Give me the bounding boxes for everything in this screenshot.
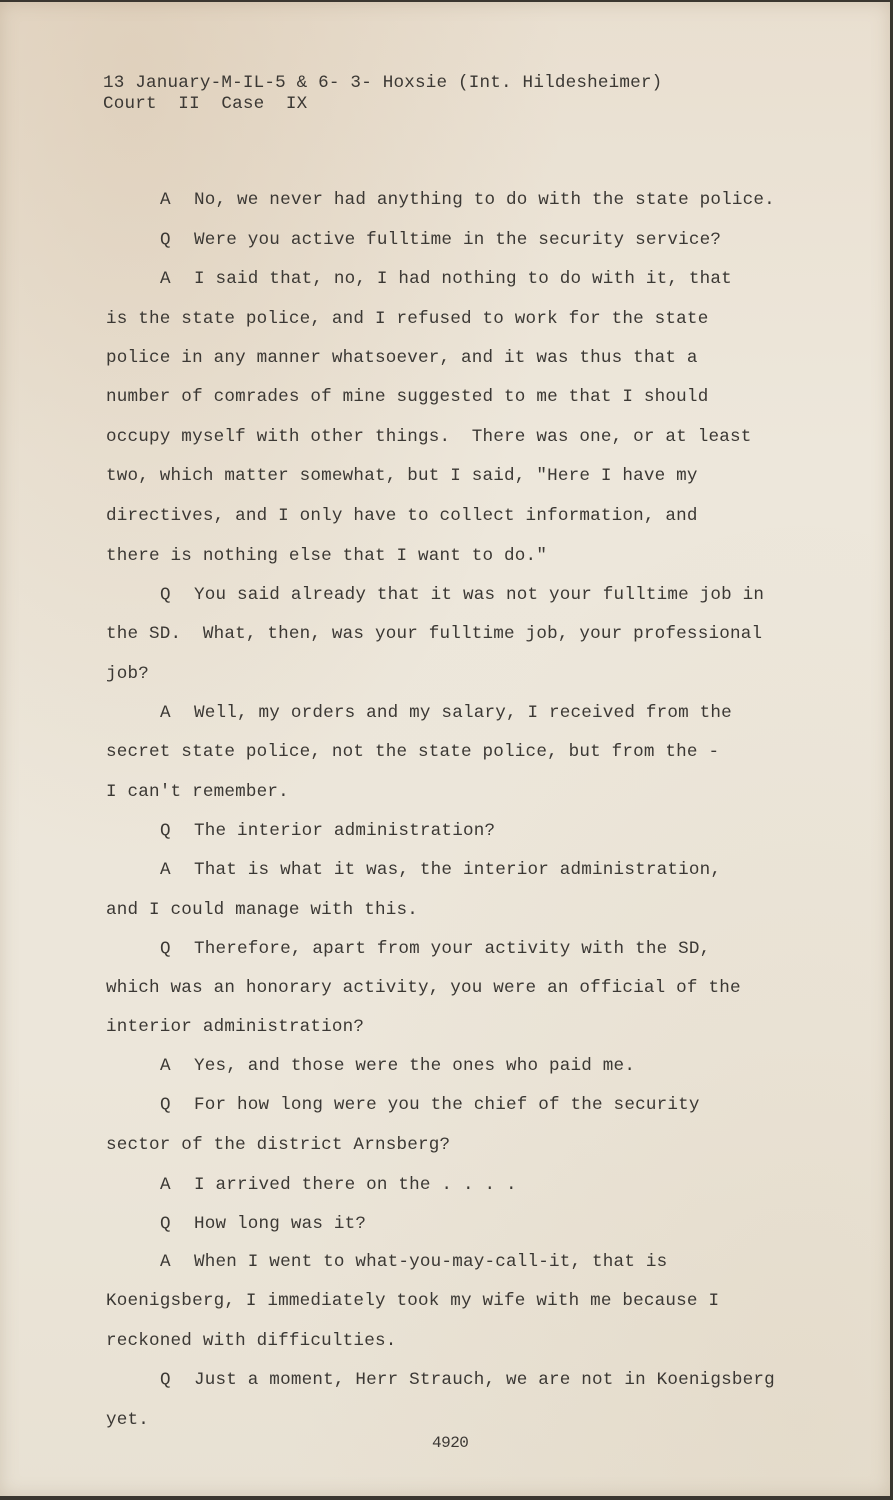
line-text: occupy myself with other things. There was one, or at least [106,427,752,447]
line-text: interior administration? [106,1017,365,1037]
transcript-turn-start [160,1174,517,1196]
transcript-turn-start [160,1251,667,1273]
line-text: yet. [106,1410,150,1430]
transcript-line [106,1330,396,1352]
transcript-turn-start [160,584,764,606]
line-text: number of comrades of mine suggested to me that I should [106,387,709,407]
transcript-line [106,545,547,567]
transcript-line [106,465,698,487]
speaker-label-answer: A [160,190,171,210]
line-text: The interior administration? [194,821,496,841]
transcript-line [106,741,719,763]
transcript-line [106,426,751,448]
speaker-label-answer: A [160,1252,171,1272]
line-text: That is what it was, the interior administration, [194,860,722,880]
speaker-label-answer: A [160,1175,171,1195]
speaker-label-answer: A [160,703,171,723]
transcript-line [106,1134,450,1156]
speaker-label-answer: A [160,1056,171,1076]
line-text: Were you active fulltime in the security service? [194,230,722,250]
line-text: Yes, and those were the ones who paid me. [194,1056,636,1076]
line-text: reckoned with difficulties. [106,1331,397,1351]
line-text: the SD. What, then, was your fulltime job, your professional [106,624,763,644]
transcript-turn-start [160,938,710,960]
document-page [0,2,890,1496]
speaker-label-question: Q [160,585,171,605]
speaker-label-answer: A [160,269,171,289]
transcript-line [106,1016,364,1038]
transcript-line [106,347,698,369]
line-text: directives, and I only have to collect information, and [106,506,698,526]
speaker-label-question: Q [160,1214,171,1234]
line-text: police in any manner whatsoever, and it was thus that a [106,348,698,368]
line-text: I can't remember. [106,782,289,802]
line-text: two, which matter somewhat, but I said, "Here I have my [106,466,698,486]
transcript-turn-start [160,189,775,211]
line-text: job? [106,664,150,684]
transcript-turn-start [160,1369,775,1391]
line-text: Well, my orders and my salary, I received from the [194,703,732,723]
transcript-line [106,663,149,685]
line-text: Just a moment, Herr Strauch, we are not in Koenigsberg [194,1370,775,1390]
transcript-turn-start [160,268,732,290]
transcript-line [106,308,708,330]
line-text: Therefore, apart from your activity with the SD, [194,939,711,959]
speaker-label-question: Q [160,1370,171,1390]
line-text: is the state police, and I refused to work for the state [106,309,709,329]
line-text: secret state police, not the state police, but from the - [106,742,720,762]
document-header [103,73,662,115]
transcript-turn-start [160,229,721,251]
header-line-session: 13 January-M-IL-5 & 6- 3- Hoxsie (Int. Hildesheimer) [103,73,663,93]
line-text: I arrived there on the . . . . [194,1175,517,1195]
page-number: 4920 [432,1434,469,1452]
header-line-court-case: Court II Case IX [103,94,308,114]
line-text: Koenigsberg, I immediately took my wife with me because I [106,1291,720,1311]
line-text: there is nothing else that I want to do." [106,546,548,566]
transcript-line [106,623,762,645]
transcript-line [106,1409,149,1431]
transcript-line [106,781,289,803]
line-text: sector of the district Arnsberg? [106,1135,451,1155]
transcript-line [106,386,708,408]
transcript-turn-start [160,1094,700,1116]
transcript-line [106,899,418,921]
line-text: You said already that it was not your fulltime job in [194,585,765,605]
transcript-line [106,977,741,999]
transcript-turn-start [160,702,732,724]
speaker-label-question: Q [160,821,171,841]
line-text: When I went to what-you-may-call-it, that is [194,1252,668,1272]
line-text: which was an honorary activity, you were an official of the [106,978,741,998]
transcript-turn-start [160,1213,366,1235]
speaker-label-question: Q [160,939,171,959]
transcript-line [106,505,698,527]
line-text: How long was it? [194,1214,367,1234]
transcript-turn-start [160,859,721,881]
transcript-line [106,1290,719,1312]
transcript-turn-start [160,820,495,842]
speaker-label-question: Q [160,1095,171,1115]
speaker-label-question: Q [160,230,171,250]
speaker-label-answer: A [160,860,171,880]
line-text: and I could manage with this. [106,900,418,920]
line-text: For how long were you the chief of the security [194,1095,700,1115]
transcript-turn-start [160,1055,635,1077]
line-text: I said that, no, I had nothing to do with it, that [194,269,732,289]
line-text: No, we never had anything to do with the state police. [194,190,775,210]
